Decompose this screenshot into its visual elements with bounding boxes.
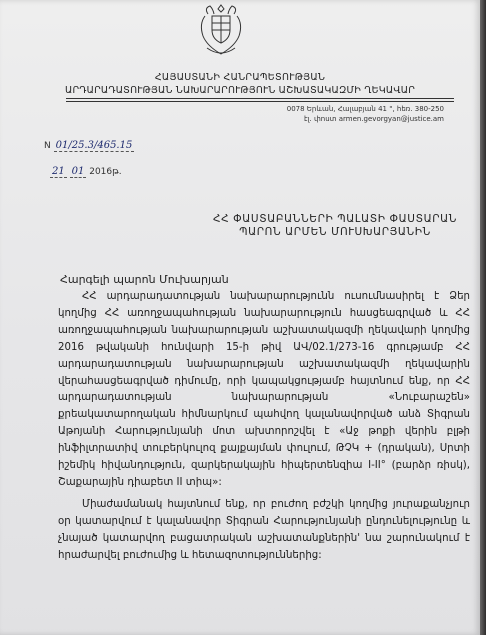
- date-day: 21: [52, 166, 65, 177]
- page-edge-shadow: [480, 0, 486, 635]
- document-date: [50, 166, 122, 177]
- date-year: 2016թ.: [89, 167, 122, 177]
- armenia-coat-of-arms-icon: [197, 2, 245, 58]
- salutation: Հարգելի պարոն Մուխարյան: [60, 273, 229, 286]
- letter-body: [58, 289, 470, 565]
- recipient-name: ՊԱՐՈՆ ԱՐՄԵՆ ՄՈՒՍԽԱՐՅԱՆԻՆ: [239, 226, 431, 238]
- body-paragraph: ՀՀ արդարադատության նախարարությունն ուսումնասիրել է Ձեր կողմից ՀՀ առողջապահության նախարարություն հասցեագրված և ՀՀ առողջապահության նախարարության աշխատակազմի ղեկավարի կողմից 2016 թվականի հունվարի 15-ի թիվ ԱՎ/02.1/273-16 գրությամբ ՀՀ արդարադատության նախարարության աշխատակազմի ղեկավարին վերահասցեագրված դիմումը, որի կապակցությամբ հայտնում ենք, որ ՀՀ արդարադատության նախարարության «Նուբարաշեն» քրեակատարողական հիմնարկում պահվող կալանավորված անձ Տիգրան Աթոյանի Հարությունյանի մոտ ախտորոշվել է «Աջ թոքի վերին բլթի ինֆիլտրատիվ տուբերկուլոզ քայքայման փուլում, ԹՉԿ + (դրական), Սրտի իշեմիկ հիվանդություն, զարկերակային հիպերտենզիա I-II° (բարձր ռիսկ), Շաքարային դիաբետ II տիպ»:: [58, 291, 470, 488]
- date-month: 01: [71, 166, 85, 177]
- body-paragraph: Միաժամանակ հայտնում ենք, որ բուժող բժշկի կողմից յուրաքանչյուր օր կատարվում է կալանավոր Տիգրան Հարությունյանի ընդունելությունը և չնայած կատարվող բացատրական աշխատանքներին' նա շարունակում է հրաժարվել բուժումից և հետազոտություններից:: [58, 498, 470, 561]
- document-number-prefix: N: [44, 141, 51, 151]
- letterhead-rule-top: [66, 98, 454, 99]
- letterhead-country: ՀԱՅԱՍՏԱՆԻ ՀԱՆՐԱՊԵՏՈՒԹՅԱՆ: [154, 72, 326, 83]
- document-number: [44, 140, 134, 151]
- letterhead-rule-bottom: [66, 101, 454, 102]
- letterhead-ministry: ԱՐԴԱՐԱԴԱՏՈՒԹՅԱՆ ՆԱԽԱՐԱՐՈՒԹՅՈՒՆ ԱՇԽԱՏԱԿԱԶՄԻ ՂԵԿԱՎԱՐ: [64, 85, 416, 96]
- letterhead-address: 0078 Երևան, Հալաբյան 41 ", հեռ. 380-250: [286, 105, 444, 113]
- letterhead-email: էլ. փոստ armen.gevorgyan@justice.am: [304, 115, 444, 123]
- recipient-title: ՀՀ ՓԱՍՏԱԲԱՆՆԵՐԻ ՊԱԼԱՏԻ ՓԱՍՏԱՐԱՆ: [212, 213, 458, 225]
- document-number-value: 01/25.3/465.15: [55, 140, 133, 151]
